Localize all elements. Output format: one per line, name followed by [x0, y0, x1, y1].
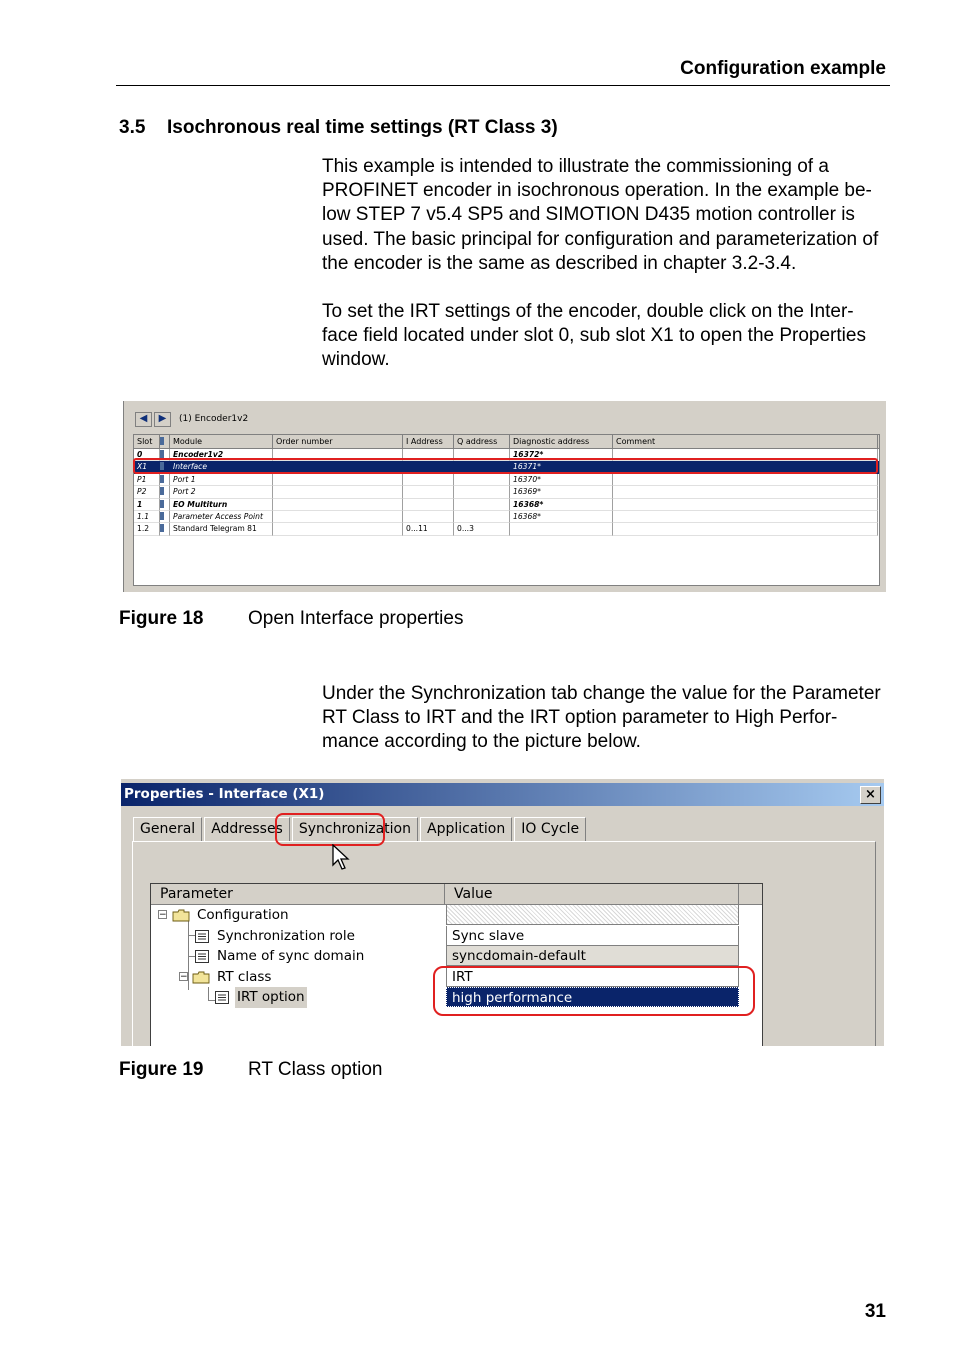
param-label: Synchronization role — [217, 927, 355, 944]
folder-icon — [192, 971, 210, 984]
tree-row-synchronization-role[interactable] — [151, 926, 762, 947]
forward-arrow-icon[interactable]: ▶ — [154, 412, 171, 427]
parameter-grid — [150, 883, 763, 1046]
paragraph-synchronization: Under the Synchronization tab change the value for the Parameter RT Class to IRT and the IRT option parameter to High Perfor-mance according to the picture below. — [322, 683, 881, 753]
row-diagnostic: 16369* — [510, 486, 613, 498]
module-icon — [160, 500, 164, 508]
tree-row-configuration[interactable] — [151, 905, 762, 926]
row-comment — [613, 523, 878, 535]
row-icon — [160, 511, 170, 523]
row-module: EO Multiturn — [170, 499, 273, 511]
collapse-icon[interactable]: − — [159, 910, 167, 920]
row-i-address — [403, 486, 454, 498]
running-header: Configuration example — [680, 58, 886, 79]
tab-io-cycle[interactable]: IO Cycle — [514, 817, 586, 841]
row-icon — [160, 499, 170, 511]
section-number: 3.5 — [119, 117, 146, 138]
row-diagnostic: 16372* — [510, 449, 613, 461]
module-icon — [160, 450, 164, 458]
col-slot[interactable]: Slot — [134, 435, 160, 448]
back-arrow-icon[interactable]: ◀ — [135, 412, 152, 427]
parameter-grid-header — [151, 884, 762, 905]
figure-19-properties-dialog — [121, 779, 884, 1046]
paragraph-intro: This example is intended to illustrate the commissioning of a PROFINET encoder in isochronous operation. In the example be-low STEP 7 v5.4 SP5 and SIMOTION D435 motion controller is used. The basic principal for configuration and parameterization of the encoder is the same as described in chapter 3.2-3.4. — [322, 156, 879, 274]
col-order-number[interactable]: Order number — [273, 435, 403, 448]
dialog-title: Properties - Interface (X1) — [124, 786, 325, 802]
col-i-address[interactable]: I Address — [403, 435, 454, 448]
row-comment — [613, 474, 878, 486]
figure-18-caption — [119, 608, 463, 630]
param-label: Configuration — [197, 907, 289, 923]
row-slot: X1 — [134, 461, 160, 473]
tab-addresses[interactable]: Addresses — [204, 817, 290, 841]
row-module: Port 2 — [170, 486, 273, 498]
header-rule — [116, 85, 890, 86]
value-cell — [446, 905, 739, 925]
row-module: Parameter Access Point — [170, 511, 273, 523]
param-label: RT class — [217, 968, 272, 985]
row-i-address — [403, 499, 454, 511]
row-order — [273, 523, 403, 535]
highlight-rt-values — [433, 966, 755, 1016]
figure-19-text: RT Class option — [248, 1059, 383, 1080]
figure-18-label: Figure 18 — [119, 608, 204, 629]
row-order — [273, 486, 403, 498]
row-slot: P2 — [134, 486, 160, 498]
highlight-synchronization-tab — [275, 813, 385, 846]
row-diagnostic: 16370* — [510, 474, 613, 486]
table-row[interactable] — [134, 499, 879, 511]
module-icon — [160, 475, 164, 483]
row-order — [273, 499, 403, 511]
row-i-address: 0...11 — [403, 523, 454, 535]
parameter-icon — [195, 930, 209, 943]
row-order — [273, 474, 403, 486]
tab-application[interactable]: Application — [420, 817, 512, 841]
table-row[interactable] — [134, 474, 879, 486]
row-diagnostic — [510, 523, 613, 535]
row-slot: P1 — [134, 474, 160, 486]
row-comment — [613, 486, 878, 498]
row-icon — [160, 474, 170, 486]
row-diagnostic: 16368* — [510, 499, 613, 511]
row-icon — [160, 486, 170, 498]
close-icon[interactable]: × — [860, 786, 881, 804]
parameter-icon — [215, 991, 229, 1004]
col-spacer — [739, 884, 762, 904]
parameter-icon — [195, 950, 209, 963]
value-cell[interactable]: Sync slave — [446, 926, 739, 946]
value-cell[interactable]: IRT — [446, 967, 739, 987]
table-row[interactable] — [134, 523, 879, 535]
figure-18-text: Open Interface properties — [248, 608, 464, 629]
row-i-address — [403, 474, 454, 486]
tree-row-sync-domain[interactable] — [151, 946, 762, 967]
row-module: Port 1 — [170, 474, 273, 486]
row-q-address — [454, 511, 510, 523]
row-order — [273, 511, 403, 523]
section-title: Isochronous real time settings (RT Class 3) — [167, 117, 558, 138]
row-slot: 1 — [134, 499, 160, 511]
col-icon[interactable] — [160, 435, 170, 448]
row-q-address — [454, 499, 510, 511]
row-module: Encoder1v2 — [170, 449, 273, 461]
col-module[interactable]: Module — [170, 435, 273, 448]
tab-general[interactable]: General — [133, 817, 202, 841]
row-slot: 1.1 — [134, 511, 160, 523]
station-toolbar — [135, 411, 248, 427]
module-icon — [160, 512, 164, 520]
col-q-address[interactable]: Q address — [454, 435, 510, 448]
col-comment[interactable]: Comment — [613, 435, 878, 448]
page-number: 31 — [864, 1301, 886, 1322]
table-row[interactable] — [134, 511, 879, 523]
param-label: IRT option — [235, 987, 307, 1008]
value-cell: syncdomain-default — [446, 946, 739, 966]
row-module: Standard Telegram 81 — [170, 523, 273, 535]
row-module: Interface — [170, 461, 273, 473]
collapse-icon[interactable]: − — [180, 971, 188, 982]
tab-synchronization[interactable]: Synchronization — [292, 817, 418, 841]
row-diagnostic: 16371* — [510, 461, 613, 473]
highlight-interface-row — [133, 458, 878, 474]
row-icon — [160, 523, 170, 535]
module-icon — [160, 437, 164, 445]
module-table — [133, 434, 880, 586]
dialog-titlebar[interactable] — [121, 783, 884, 806]
value-cell[interactable]: high performance — [446, 987, 739, 1007]
figure-19-caption — [119, 1059, 382, 1081]
row-comment — [613, 511, 878, 523]
col-parameter[interactable]: Parameter — [151, 884, 445, 904]
col-value[interactable]: Value — [445, 884, 739, 904]
table-row[interactable] — [134, 486, 879, 498]
row-q-address: 0...3 — [454, 523, 510, 535]
row-i-address — [403, 511, 454, 523]
row-comment — [613, 499, 878, 511]
figure-18-hw-config — [123, 401, 886, 592]
section-heading — [119, 117, 558, 139]
row-q-address — [454, 486, 510, 498]
mouse-pointer-icon — [332, 844, 352, 872]
module-icon — [160, 487, 164, 495]
paragraph-irt-settings: To set the IRT settings of the encoder, double click on the Inter-face field located under slot 0, sub slot X1 to open the Properties window. — [322, 301, 866, 371]
param-label: Name of sync domain — [217, 948, 365, 964]
station-name: (1) Encoder1v2 — [179, 414, 249, 424]
module-table-header — [134, 435, 879, 449]
folder-icon — [172, 909, 190, 922]
figure-19-label: Figure 19 — [119, 1059, 204, 1080]
row-slot: 0 — [134, 449, 160, 461]
row-slot: 1.2 — [134, 523, 160, 535]
row-q-address — [454, 474, 510, 486]
col-diagnostic-address[interactable]: Diagnostic address — [510, 435, 613, 448]
row-diagnostic: 16368* — [510, 511, 613, 523]
module-icon — [160, 524, 164, 532]
